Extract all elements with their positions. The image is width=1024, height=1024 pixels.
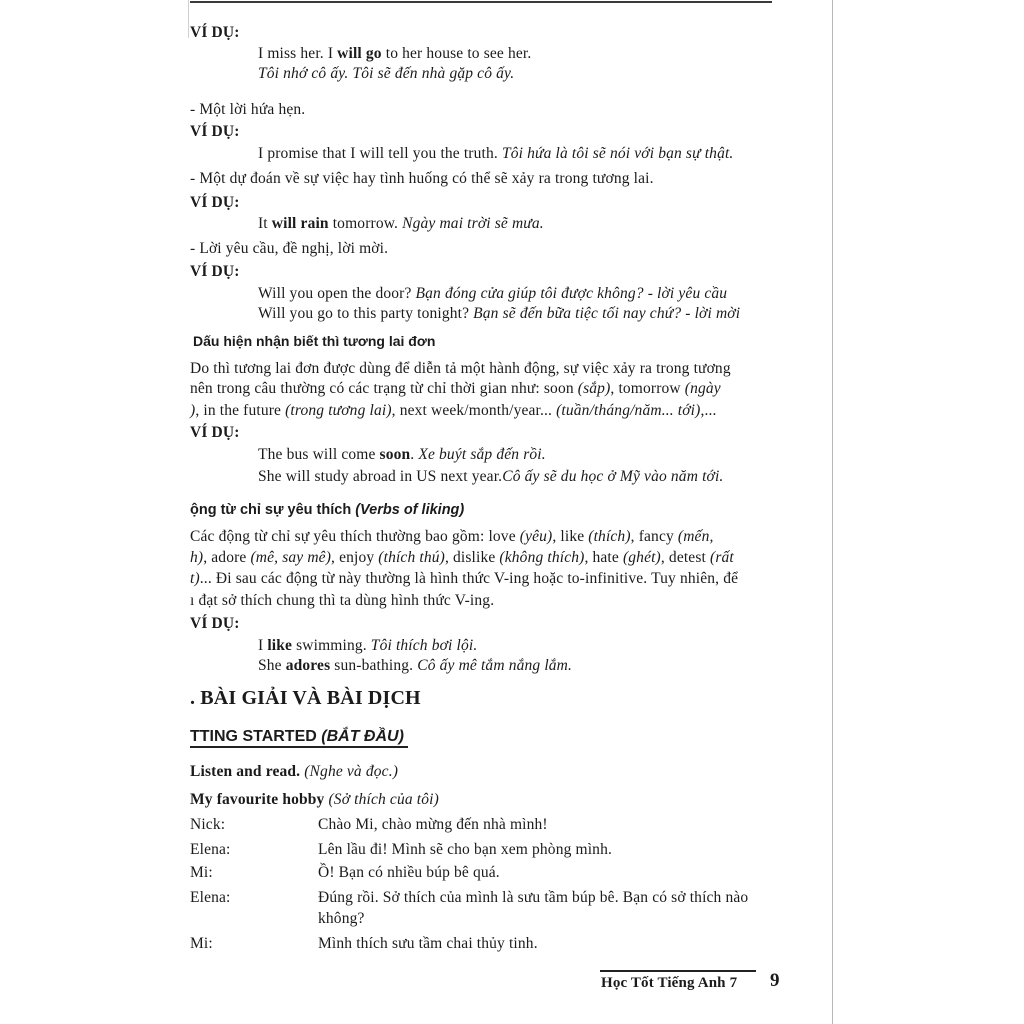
example-text: to her house to see her. bbox=[381, 45, 532, 62]
translation: h) bbox=[190, 549, 204, 566]
paragraph-text: Các động từ chỉ sự yêu thích thường bao gồm: love bbox=[190, 528, 520, 545]
translation: (Sở thích của tôi) bbox=[328, 791, 439, 808]
signs-heading: Dấu hiện nhận biết thì tương lai đơn bbox=[193, 333, 436, 349]
page-number: 9 bbox=[770, 970, 780, 991]
translation: Xe buýt sắp đến rồi. bbox=[418, 446, 546, 463]
paragraph-text: nên trong câu thường có các trạng từ chỉ thời gian như: soon bbox=[190, 380, 578, 397]
paragraph-text: , tomorrow bbox=[610, 380, 685, 397]
example-text: It bbox=[258, 215, 272, 232]
heading-text: TTING STARTED bbox=[190, 728, 322, 745]
example-text: tomorrow. bbox=[328, 215, 403, 232]
dialogue-title bbox=[190, 791, 439, 809]
getting-started-heading bbox=[190, 727, 404, 747]
title-text: My favourite hobby bbox=[190, 791, 325, 808]
example-text: I promise that I will tell you the truth. bbox=[258, 145, 502, 162]
example-4a bbox=[258, 285, 727, 303]
dialogue-line: Mình thích sưu tầm chai thủy tinh. bbox=[318, 935, 538, 952]
example-3 bbox=[258, 215, 544, 233]
example-text: The bus will come bbox=[258, 446, 380, 463]
example-text: I miss her. I bbox=[258, 45, 338, 62]
translation: (sắp) bbox=[577, 380, 611, 397]
translation: Ngày mai trời sẽ mưa. bbox=[402, 215, 544, 232]
dialogue-line: Đúng rồi. Sở thích của mình là sưu tầm búp bê. Bạn có sở thích nào bbox=[318, 889, 749, 906]
paragraph-text: , enjoy bbox=[331, 549, 379, 566]
dialogue-line: Lên lầu đi! Mình sẽ cho bạn xem phòng mình. bbox=[318, 841, 613, 858]
example-1-translation: Tôi nhớ cô ấy. Tôi sẽ đến nhà gặp cô ấy. bbox=[258, 65, 515, 82]
dialogue-speaker: Mi: bbox=[190, 935, 213, 952]
paragraph-text: , like bbox=[552, 528, 589, 545]
translation: (rất bbox=[710, 549, 734, 566]
translation: (không thích) bbox=[499, 549, 585, 566]
paragraph-text: , dislike bbox=[444, 549, 500, 566]
paragraph-text: , detest bbox=[660, 549, 711, 566]
example-text: swimming. bbox=[292, 637, 371, 654]
book-title: Học Tốt Tiếng Anh 7 bbox=[601, 975, 738, 991]
translation: (mến, bbox=[677, 528, 714, 545]
heading-english: (Verbs of liking) bbox=[355, 502, 465, 518]
heading-translation: (BẮT ĐẦU) bbox=[321, 728, 404, 745]
heading-underline bbox=[190, 746, 408, 748]
example-6a bbox=[258, 637, 477, 655]
top-page-rule bbox=[190, 1, 772, 3]
example-4b bbox=[258, 305, 740, 323]
dialogue-line-continued: không? bbox=[318, 910, 365, 927]
example-text: Will you go to this party tonight? bbox=[258, 305, 474, 322]
paragraph-text: ... Đi sau các động từ này thường là hình thức V-ing hoặc to-infinitive. Tuy nhiên, để bbox=[199, 570, 739, 587]
bold-keyword: adores bbox=[285, 657, 331, 674]
example-text: I bbox=[258, 637, 268, 654]
translation: (mê, say mê) bbox=[250, 549, 332, 566]
example-label: VÍ DỤ: bbox=[190, 424, 240, 441]
example-2 bbox=[258, 145, 733, 163]
dialogue-line: Ồ! Bạn có nhiều búp bê quá. bbox=[318, 864, 500, 881]
example-label: VÍ DỤ: bbox=[190, 24, 240, 41]
translation: Cô ấy sẽ du học ở Mỹ vào năm tới. bbox=[502, 468, 724, 485]
liking-heading bbox=[190, 501, 464, 519]
paragraph-text: , in the future bbox=[195, 402, 286, 419]
listen-instruction bbox=[190, 763, 398, 781]
example-text: She bbox=[258, 657, 286, 674]
dialogue-speaker: Mi: bbox=[190, 864, 213, 881]
translation: (thích) bbox=[588, 528, 631, 545]
example-5b bbox=[258, 468, 723, 486]
paragraph-text: , adore bbox=[203, 549, 251, 566]
translation: Bạn sẽ đến bữa tiệc tối nay chứ? - lời mời bbox=[473, 305, 741, 322]
dialogue-speaker: Elena: bbox=[190, 889, 231, 906]
translation: Bạn đóng cửa giúp tôi được không? - lời yêu cầu bbox=[415, 285, 728, 302]
usage-promise: - Một lời hứa hẹn. bbox=[190, 101, 306, 118]
translation: (ngày bbox=[684, 380, 721, 397]
paragraph-text: , hate bbox=[584, 549, 623, 566]
example-6b bbox=[258, 657, 572, 675]
translation: ) bbox=[190, 402, 196, 419]
translation: Tôi hứa là tôi sẽ nói với bạn sự thật. bbox=[501, 145, 734, 162]
translation: t) bbox=[190, 570, 200, 587]
translation: (ghét) bbox=[622, 549, 661, 566]
paragraph-text: ,... bbox=[700, 402, 717, 419]
paragraph-text: ı đạt sở thích chung thì ta dùng hình thức V-ing. bbox=[190, 592, 495, 609]
bold-keyword: like bbox=[267, 637, 293, 654]
example-label: VÍ DỤ: bbox=[190, 123, 240, 140]
example-label: VÍ DỤ: bbox=[190, 263, 240, 280]
example-5a bbox=[258, 446, 546, 464]
footer-rule bbox=[600, 970, 756, 972]
example-text: . bbox=[410, 446, 419, 463]
example-1-english bbox=[258, 45, 531, 63]
example-text: Will you open the door? bbox=[258, 285, 416, 302]
paragraph-text: Do thì tương lai đơn được dùng để diễn tả một hành động, sự việc xảy ra trong tương bbox=[190, 360, 731, 377]
signs-line-2 bbox=[190, 380, 721, 398]
liking-line-3 bbox=[190, 570, 738, 588]
liking-line-1 bbox=[190, 528, 714, 546]
translation: (thích thú) bbox=[378, 549, 445, 566]
translation: Tôi thích bơi lội. bbox=[370, 637, 478, 654]
bold-keyword: will rain bbox=[271, 215, 329, 232]
bold-keyword: will go bbox=[337, 45, 382, 62]
instruction-text: Listen and read. bbox=[190, 763, 301, 780]
signs-line-1 bbox=[190, 360, 731, 378]
example-label: VÍ DỤ: bbox=[190, 194, 240, 211]
translation: (tuần/tháng/năm... tới) bbox=[556, 402, 701, 419]
left-page-edge bbox=[188, 0, 189, 38]
translation: (yêu) bbox=[519, 528, 553, 545]
example-text: She will study abroad in US next year. bbox=[258, 468, 503, 485]
usage-prediction: - Một dự đoán về sự việc hay tình huống có thể sẽ xảy ra trong tương lai. bbox=[190, 170, 654, 187]
right-page-edge bbox=[832, 0, 833, 1024]
liking-line-2 bbox=[190, 549, 734, 567]
heading-text: ộng từ chỉ sự yêu thích bbox=[190, 502, 356, 518]
dialogue-line: Chào Mi, chào mừng đến nhà mình! bbox=[318, 816, 548, 833]
translation: (Nghe và đọc.) bbox=[304, 763, 399, 780]
section-title: . BÀI GIẢI VÀ BÀI DỊCH bbox=[190, 687, 421, 709]
paragraph-text: , fancy bbox=[630, 528, 678, 545]
example-label: VÍ DỤ: bbox=[190, 615, 240, 632]
example-text: sun-bathing. bbox=[330, 657, 418, 674]
translation: (trong tương lai) bbox=[285, 402, 392, 419]
paragraph-text: , next week/month/year... bbox=[391, 402, 557, 419]
liking-line-4 bbox=[190, 592, 494, 610]
signs-line-3 bbox=[190, 402, 717, 420]
bold-keyword: soon bbox=[379, 446, 411, 463]
usage-request: - Lời yêu cầu, đề nghị, lời mời. bbox=[190, 240, 389, 257]
translation: Cô ấy mê tắm nắng lắm. bbox=[417, 657, 573, 674]
dialogue-speaker: Elena: bbox=[190, 841, 231, 858]
dialogue-speaker: Nick: bbox=[190, 816, 226, 833]
